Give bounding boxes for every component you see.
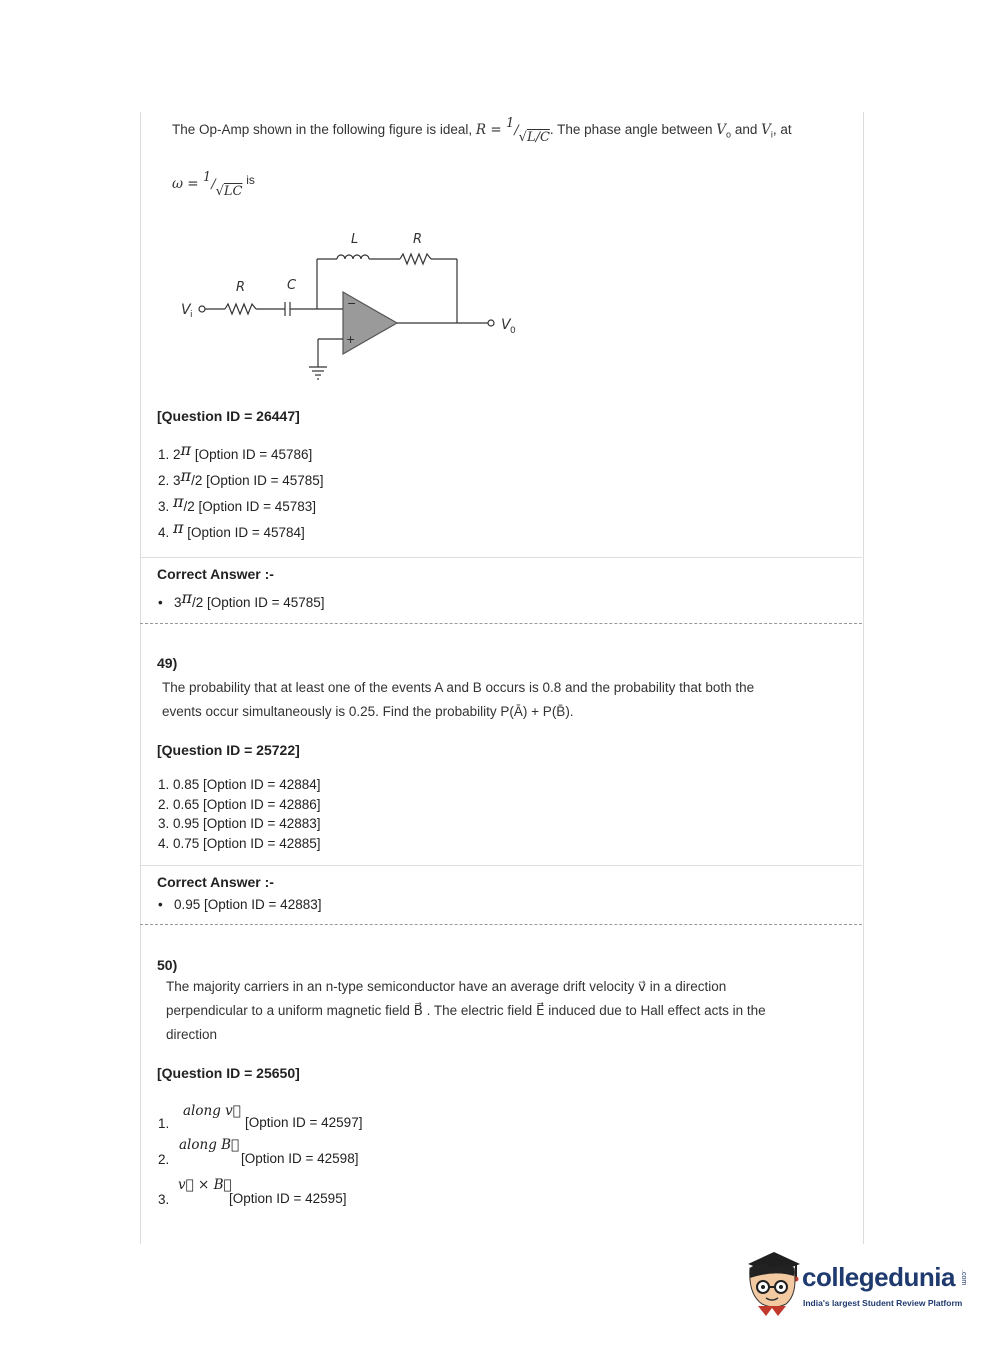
q48-vi-sub: i [770,129,773,140]
q50-option-3-id: [Option ID = 42595] [229,1191,347,1206]
q48-question-id: [Question ID = 26447] [157,408,300,424]
q48-vi: V [761,122,771,138]
op-amp-circuit-diagram [175,225,535,390]
input-resistor-icon [225,304,256,314]
q48-vo-sub: o [726,129,732,140]
q48-correct-label: Correct Answer :- [157,566,274,582]
q48-correct-answer: • 3π/2 [Option ID = 45785] [158,588,325,610]
q49-correct-label: Correct Answer :- [157,874,274,890]
q48-omega: ω = [172,176,203,192]
q50-option-2-id: [Option ID = 42598] [241,1151,359,1166]
label-Vi-sub: i [190,310,193,320]
q48-r-eq: R = [475,122,506,138]
q48-and: and [731,122,762,137]
feedback-resistor-icon [400,254,431,264]
dashed-divider [140,623,862,624]
q49-line2: events occur simultaneously is 0.25. Find the probability P(Ā) + P(B̄). [162,704,574,719]
q48-text-c: , at [772,122,792,137]
q49-number: 49) [157,655,178,671]
q50-option-2-num: 2. [158,1152,170,1167]
label-L: L [351,232,359,247]
label-R-top: R [413,232,423,247]
divider [140,557,862,558]
q50-option-1-expr: along v⃗ [183,1103,241,1119]
q48-text-a: The Op-Amp shown in the following figure is ideal, [172,122,476,137]
vo-terminal-icon [488,320,494,326]
q50-statement [166,975,856,1047]
q48-is: is [246,173,255,187]
dashed-divider [140,924,862,925]
ground-icon [309,367,327,379]
q49-option: 4. 0.75 [Option ID = 42885] [158,835,321,851]
q48-option: 3. π/2 [Option ID = 45783] [158,492,317,514]
label-minus: − [347,297,357,310]
collegedunia-mascot-icon [740,1250,804,1322]
q48-options [158,440,558,548]
q50-line2: perpendicular to a uniform magnetic field B⃗ . The electric field E⃗ induced due to Hall effect acts in the [166,1003,766,1018]
q49-line1: The probability that at least one of the events A and B occurs is 0.8 and the probability that both the [162,680,755,695]
label-C: C [287,278,297,293]
q48-frac-num: 1 [505,116,515,131]
q48-statement: The Op-Amp shown in the following figure is ideal, R = 1/√L/C. The phase angle between $V_o$ and $V_i$, at [172,116,792,145]
q49-option: 3. 0.95 [Option ID = 42883] [158,816,321,831]
q48-option: 4. π [Option ID = 45784] [158,518,305,540]
divider [140,865,862,866]
q50-option-2-expr: along B⃗ [179,1137,240,1153]
q50-option-3-num: 3. [158,1192,170,1207]
label-R-in: R [236,280,246,295]
q49-statement [162,676,852,724]
q48-text-b: . The phase angle between [549,122,717,137]
q49-option: 1. 0.85 [Option ID = 42884] [158,777,321,792]
q48-omega-num: 1 [202,170,212,185]
inductor-icon [337,255,369,259]
q48-vo: V [716,122,727,138]
q49-correct-answer: • 0.95 [Option ID = 42883] [158,897,322,912]
q50-option-1-id: [Option ID = 42597] [245,1115,363,1130]
q50-line1: The majority carriers in an n-type semiconductor have an average drift velocity v⃗ in a direction [166,979,727,994]
q49-question-id: [Question ID = 25722] [157,742,300,758]
vi-terminal-icon [199,306,205,312]
q50-number: 50) [157,957,178,973]
brand-suffix: .com [960,1270,967,1286]
q49-option: 2. 0.65 [Option ID = 42886] [158,796,321,812]
brand-tagline: India's largest Student Review Platform [803,1298,963,1308]
label-plus: + [346,333,356,346]
q50-line3: direction [166,1027,218,1042]
q48-option: 2. 3π/2 [Option ID = 45785] [158,466,324,488]
label-Vo: V [501,317,511,333]
q48-omega-line: ω = 1/√LC is [172,170,255,199]
q48-option: 1. 2π [Option ID = 45786] [158,440,313,462]
brand-name: collegedunia [802,1262,955,1292]
q50-option-1-num: 1. [158,1116,170,1131]
q49-options [158,775,321,853]
label-Vi: V [181,302,191,318]
q50-option-3-expr: v⃗ × B⃗ [178,1177,232,1193]
label-Vo-sub: 0 [510,326,516,336]
q48-frac-den: L/C [526,130,550,145]
q50-question-id: [Question ID = 25650] [157,1065,300,1081]
q48-omega-den: LC [223,184,243,199]
